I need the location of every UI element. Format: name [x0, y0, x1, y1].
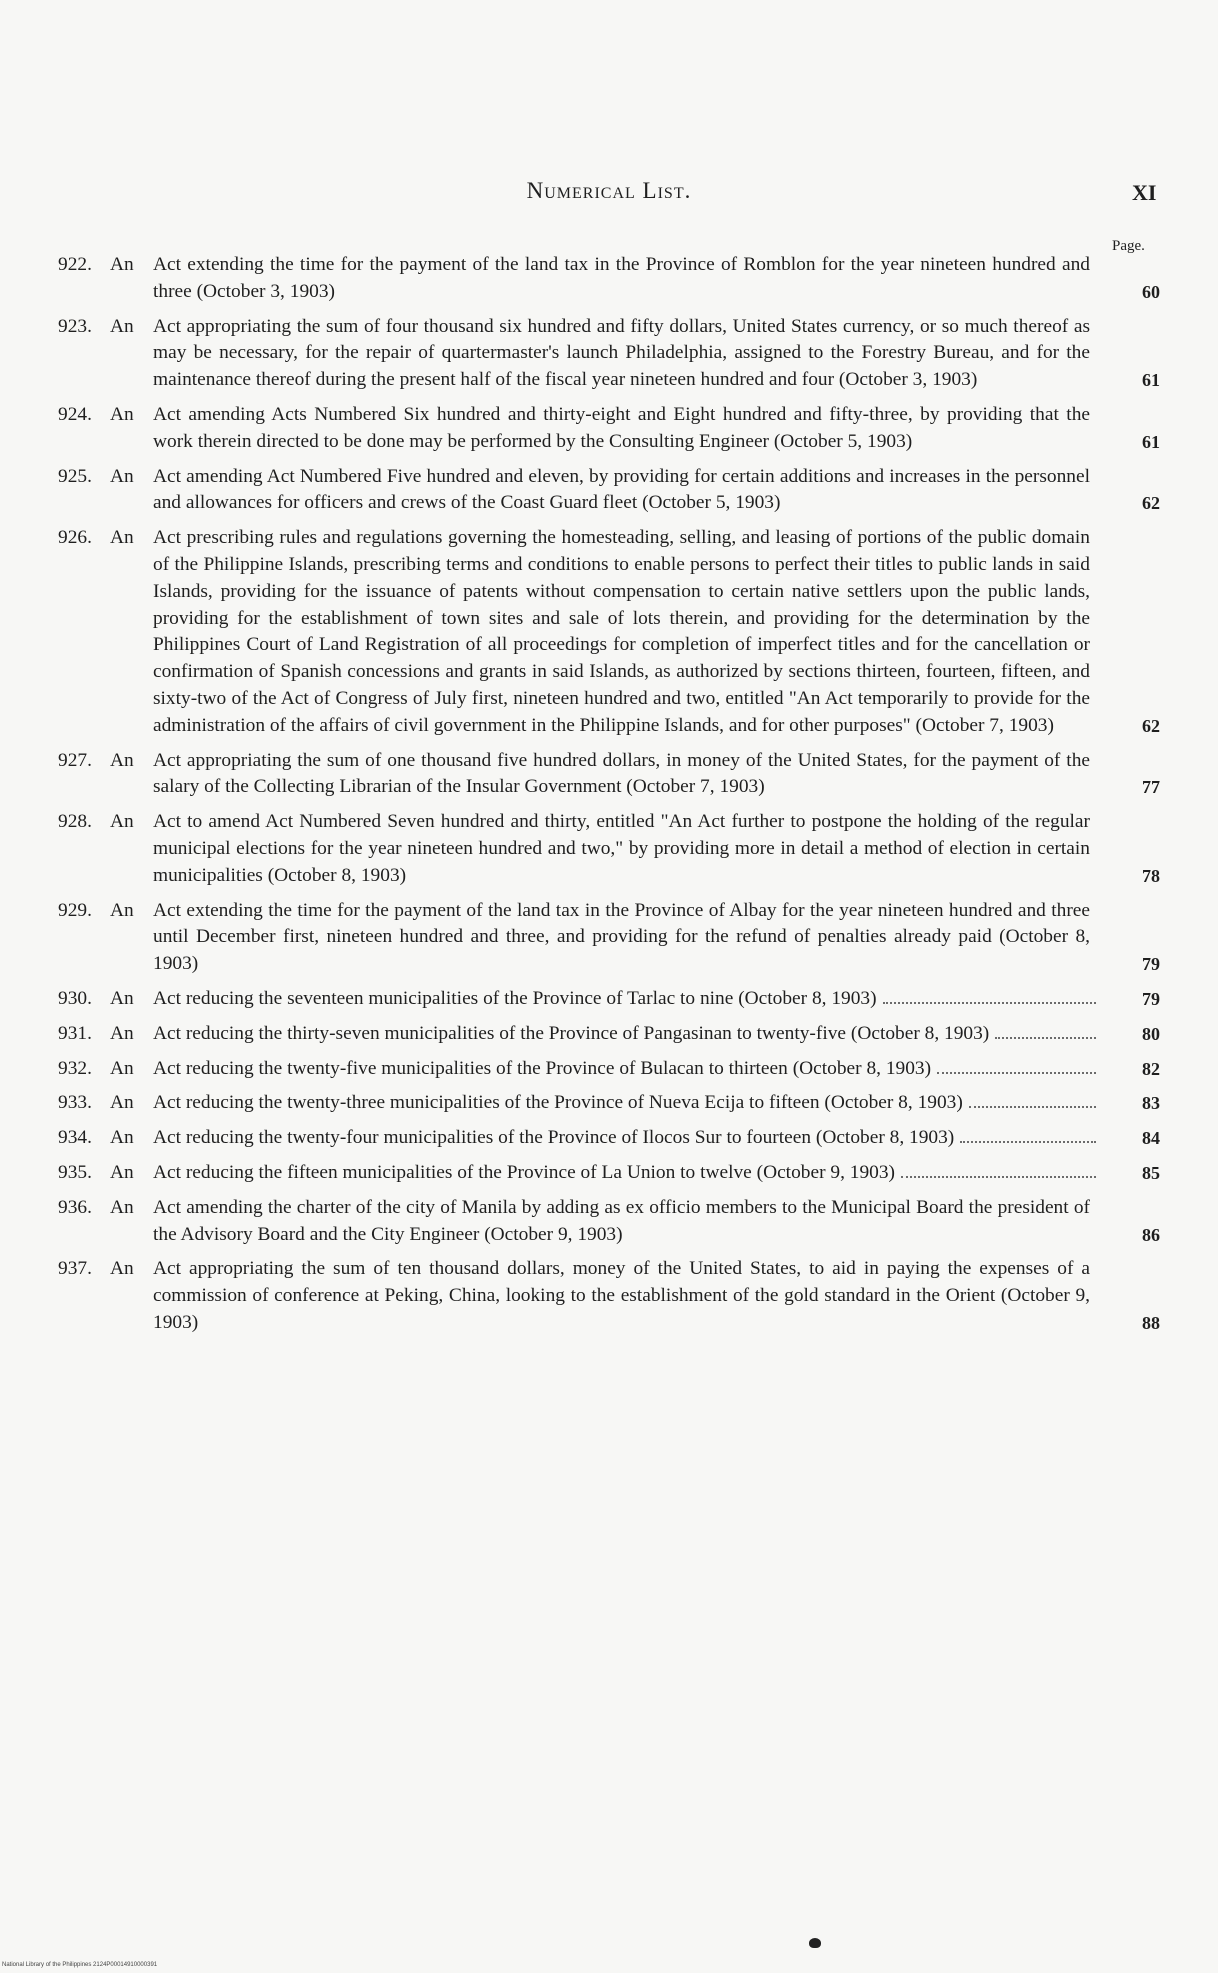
ink-mark	[809, 1938, 821, 1948]
act-number: 936.	[58, 1196, 92, 1218]
list-item	[58, 314, 1166, 394]
page-reference: 78	[1142, 865, 1160, 886]
act-description: Act appropriating the sum of one thousand five hundred dollars, in money of the United States, for the payment of the salary of the Collecting Librarian of the Insular Government (October 7, 1903)	[153, 749, 1090, 798]
act-prefix: An	[110, 1161, 134, 1183]
act-prefix: An	[110, 1022, 134, 1044]
act-number: 929.	[58, 899, 92, 921]
page-title: Numerical List.	[526, 178, 692, 203]
list-item	[58, 809, 1166, 889]
page-reference: 84	[1142, 1128, 1160, 1149]
act-number: 933.	[58, 1092, 92, 1114]
page-reference: 62	[1142, 715, 1160, 736]
dot-leader	[960, 1140, 1096, 1143]
list-item	[58, 986, 1166, 1013]
act-prefix: An	[110, 987, 134, 1009]
page-number: XI	[1132, 180, 1157, 205]
dot-leader	[969, 1105, 1096, 1108]
page-reference: 82	[1142, 1058, 1160, 1079]
act-description: Act extending the time for the payment of the land tax in the Province of Albay for the year nineteen hundred and three until December first, nineteen hundred and three, and providing for the refund of penalties already paid (October 8, 1903)	[153, 899, 1090, 975]
dot-leader	[901, 1175, 1096, 1178]
page-reference: 83	[1142, 1093, 1160, 1114]
act-description: Act reducing the twenty-three municipalities of the Province of Nueva Ecija to fifteen (October 8, 1903)	[153, 1092, 963, 1114]
dot-leader	[937, 1071, 1096, 1074]
act-prefix: An	[110, 1057, 134, 1079]
act-description: Act amending Act Numbered Five hundred and eleven, by providing for certain additions and increases in the personnel and allowances for officers and crews of the Coast Guard fleet (October 5, 1903)	[153, 465, 1090, 514]
page-reference: 60	[1142, 281, 1160, 302]
act-description: Act extending the time for the payment of the land tax in the Province of Romblon for the year nineteen hundred and three (October 3, 1903)	[153, 254, 1090, 302]
list-item	[58, 1021, 1166, 1048]
act-number: 922.	[58, 254, 92, 275]
act-number: 935.	[58, 1161, 92, 1183]
list-item	[58, 525, 1166, 739]
act-prefix: An	[110, 527, 134, 549]
dot-leader	[883, 1001, 1096, 1004]
page-reference: 79	[1142, 988, 1160, 1009]
page-reference: 62	[1142, 493, 1160, 514]
act-number: 926.	[58, 527, 92, 549]
act-description: Act appropriating the sum of ten thousand dollars, money of the United States, to aid in paying the expenses of a commission of conference at Peking, China, looking to the establishment of the gold standard in the Orient (October 9, 1903)	[153, 1258, 1090, 1333]
act-number: 932.	[58, 1057, 92, 1079]
act-description: Act prescribing rules and regulations governing the homesteading, selling, and leasing of portions of the public domain of the Philippine Islands, prescribing terms and conditions to enable persons to perfect their titles to public lands in said Islands, providing for the issuance of patents without compensation to certain native settlers upon the public lands, providing for the establishment of town sites and sale of lots therein, and providing for the determination by the Philippines Court of Land Registration of all proceedings for completion of imperfect titles and for the cancellation or confirmation of Spanish concessions and grants in said Islands, as authorized by sections thirteen, fourteen, fifteen, and sixty-two of the Act of Congress of July first, nineteen hundred and two, entitled "An Act temporarily to provide for the administration of the affairs of civil government in the Philippine Islands, and for other purposes" (October 7, 1903)	[153, 527, 1090, 736]
act-prefix: An	[110, 1196, 134, 1218]
act-number: 925.	[58, 465, 92, 487]
act-number: 930.	[58, 987, 92, 1009]
act-description: Act appropriating the sum of four thousand six hundred and fifty dollars, United States currency, or so much thereof as may be necessary, for the repair of quartermaster's launch Philadelphia, assigned to the Forestry Bureau, and for the maintenance thereof during the present half of the fiscal year nineteen hundred and four (October 3, 1903)	[153, 315, 1090, 391]
act-prefix: An	[110, 403, 134, 425]
act-number: 928.	[58, 811, 92, 833]
act-description: Act amending the charter of the city of Manila by adding as ex officio members to the Municipal Board the president of the Advisory Board and the City Engineer (October 9, 1903)	[153, 1196, 1090, 1245]
act-number: 934.	[58, 1127, 92, 1149]
act-prefix: An	[110, 1127, 134, 1149]
list-item	[58, 252, 1166, 306]
act-prefix: An	[110, 254, 134, 275]
page-reference: 61	[1142, 431, 1160, 452]
page-reference: 80	[1142, 1023, 1160, 1044]
act-number: 937.	[58, 1258, 92, 1280]
act-description: Act reducing the twenty-five municipalities of the Province of Bulacan to thirteen (October 8, 1903)	[153, 1057, 932, 1079]
act-prefix: An	[110, 315, 134, 337]
list-item	[58, 1256, 1166, 1336]
list-item	[58, 1160, 1166, 1187]
act-prefix: An	[110, 899, 134, 921]
list-item	[58, 464, 1166, 518]
act-number: 927.	[58, 749, 92, 771]
act-prefix: An	[110, 1258, 134, 1280]
act-prefix: An	[110, 811, 134, 833]
list-item	[58, 1195, 1166, 1249]
page-column-label: Page.	[1112, 238, 1145, 254]
list-item	[58, 1056, 1166, 1083]
page-reference: 61	[1142, 370, 1160, 391]
page-reference: 86	[1142, 1224, 1160, 1245]
list-item	[58, 402, 1166, 456]
act-description: Act reducing the seventeen municipalities of the Province of Tarlac to nine (October 8, 1903)	[153, 987, 877, 1009]
page-reference: 85	[1142, 1162, 1160, 1183]
act-list	[58, 252, 1166, 1345]
page-reference: 79	[1142, 954, 1160, 975]
list-item	[58, 898, 1166, 978]
list-item	[58, 1125, 1166, 1152]
scan-credit: National Library of the Philippines 2124P00014910000391	[2, 1962, 158, 1968]
list-item	[58, 1090, 1166, 1117]
act-description: Act reducing the twenty-four municipalities of the Province of Ilocos Sur to fourteen (October 8, 1903)	[153, 1127, 955, 1149]
act-description: Act amending Acts Numbered Six hundred and thirty-eight and Eight hundred and fifty-three, by providing that the work therein directed to be done may be performed by the Consulting Engineer (October 5, 1903)	[153, 403, 1090, 452]
act-number: 924.	[58, 403, 92, 425]
act-prefix: An	[110, 1092, 134, 1114]
act-description: Act reducing the fifteen municipalities of the Province of La Union to twelve (October 9, 1903)	[153, 1161, 896, 1183]
list-item	[58, 748, 1166, 802]
page-reference: 88	[1142, 1312, 1160, 1333]
act-number: 931.	[58, 1022, 92, 1044]
act-description: Act to amend Act Numbered Seven hundred and thirty, entitled "An Act further to postpone the holding of the regular municipal elections for the year nineteen hundred and two," by providing more in detail a method of election in certain municipalities (October 8, 1903)	[153, 811, 1090, 886]
act-number: 923.	[58, 315, 92, 337]
act-description: Act reducing the thirty-seven municipalities of the Province of Pangasinan to twenty-five (October 8, 1903)	[153, 1022, 990, 1044]
act-prefix: An	[110, 465, 134, 487]
act-prefix: An	[110, 749, 134, 771]
page-reference: 77	[1142, 777, 1160, 798]
dot-leader	[995, 1036, 1096, 1039]
